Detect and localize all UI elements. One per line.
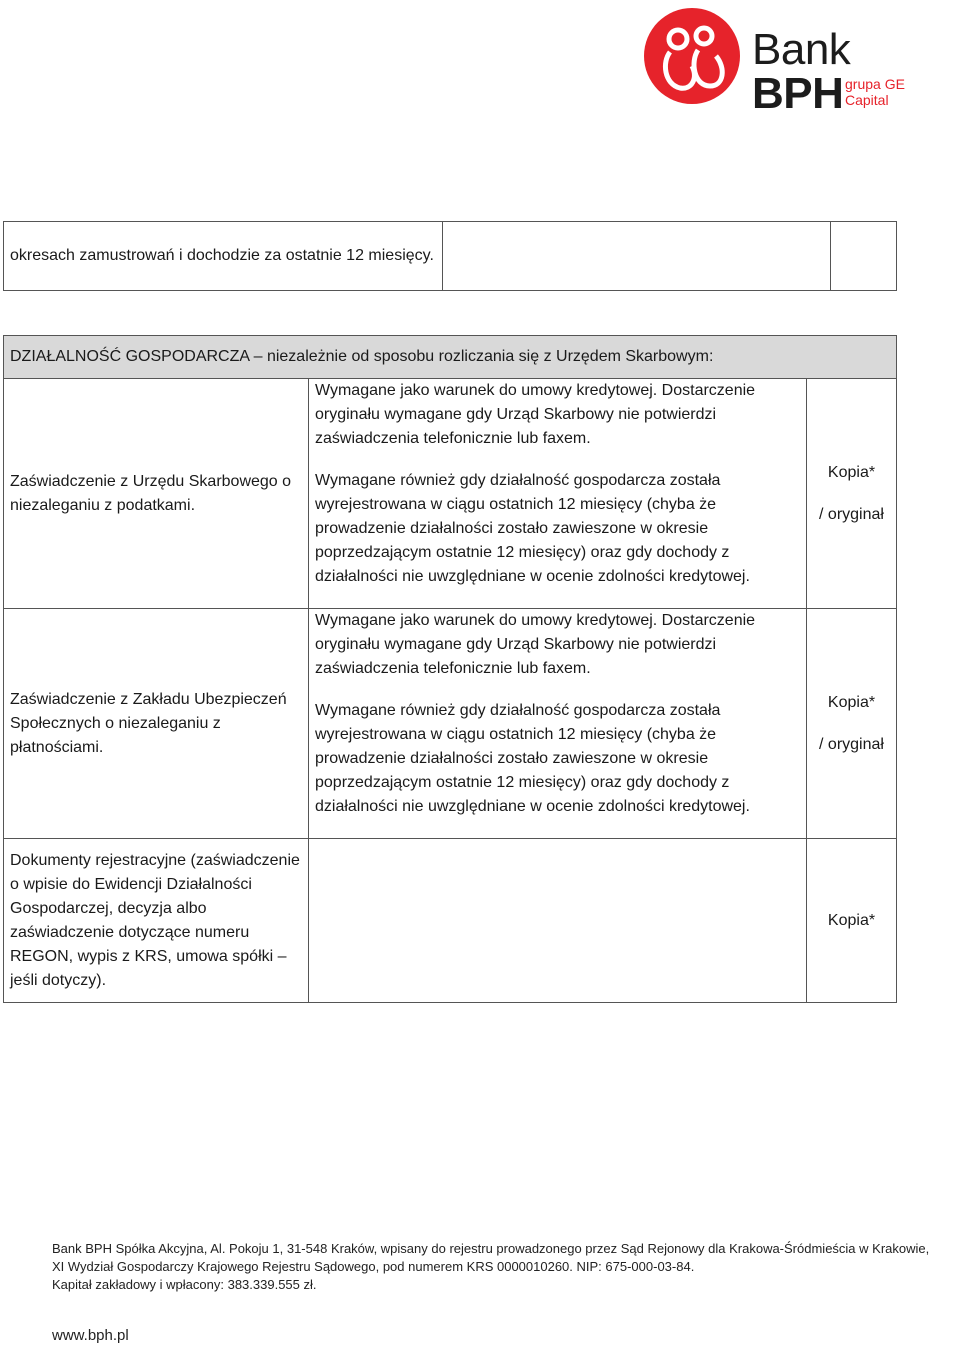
business-activity-table <box>3 335 897 1003</box>
table-row <box>4 609 897 839</box>
footer-line: Kapitał zakładowy i wpłacony: 383.339.555 zł. <box>52 1277 317 1292</box>
table-row <box>4 839 897 1003</box>
form-original: / oryginał <box>819 735 884 753</box>
document-cell: Zaświadczenie z Zakładu Ubezpieczeń Społecznych o niezaleganiu z płatnościami. <box>4 609 309 839</box>
footer-legal-info <box>52 1240 957 1294</box>
requirement-cell <box>309 609 807 839</box>
document-cell: Zaświadczenie z Urzędu Skarbowego o niezaleganiu z podatkami. <box>4 379 309 609</box>
website-link[interactable]: www.bph.pl <box>52 1327 129 1344</box>
continuation-table <box>3 221 897 291</box>
requirement-text: Wymagane jako warunek do umowy kredytowej. Dostarczenie oryginału wymagane gdy Urząd Skarbowy nie potwierdzi zaświadczenia telefonicznie lub faxem. <box>315 382 756 447</box>
logo-tagline: grupa GE Capital <box>845 76 905 108</box>
requirement-text: Wymagane również gdy działalność gospodarcza została wyrejestrowana w ciągu ostatnich 12 miesięcy (chyba że prowadzenie działalności zostało zawieszone w okresie poprzedzającym ostatnie 12 miesięcy) oraz gdy dochody z działalności nie uwzględniane w ocenie zdolności kredytowej. <box>315 702 750 815</box>
requirement-cell <box>309 839 807 1003</box>
table-row <box>4 379 897 609</box>
footer-line: Bank BPH Spółka Akcyjna, Al. Pokoju 1, 31-548 Kraków, wpisany do rejestru prowadzonego przez Sąd Rejonowy dla Krakowa-Śródmieścia w Krakowie, <box>52 1241 930 1256</box>
table-row <box>4 222 897 291</box>
requirement-text: Wymagane jako warunek do umowy kredytowej. Dostarczenie oryginału wymagane gdy Urząd Skarbowy nie potwierdzi zaświadczenia telefonicznie lub faxem. <box>315 612 756 677</box>
bph-emblem-icon <box>640 6 750 106</box>
form-original: / oryginał <box>819 505 884 523</box>
document-cell: Dokumenty rejestracyjne (zaświadczenie o wpisie do Ewidencji Działalności Gospodarczej, decyzja albo zaświadczenie dotyczące numeru REGON, wypis z KRS, umowa spółki – jeśli dotyczy). <box>4 839 309 1003</box>
requirement-cell <box>309 379 807 609</box>
form-cell <box>807 609 897 839</box>
form-copy: Kopia* <box>827 693 876 711</box>
form-cell <box>831 222 897 291</box>
footer-line: XI Wydział Gospodarczy Krajowego Rejestru Sądowego, pod numerem KRS 0000010260. NIP: 675-000-03-84. <box>52 1259 695 1274</box>
form-cell <box>807 379 897 609</box>
form-copy: Kopia* <box>827 463 876 481</box>
form-cell <box>807 839 897 1003</box>
bank-bph-logo <box>640 6 950 118</box>
requirement-cell <box>443 222 831 291</box>
requirement-text: Wymagane również gdy działalność gospodarcza została wyrejestrowana w ciągu ostatnich 12 miesięcy (chyba że prowadzenie działalności zostało zawieszone w okresie poprzedzającym ostatnie 12 miesięcy) oraz gdy dochody z działalności nie uwzględniane w ocenie zdolności kredytowej. <box>315 472 750 585</box>
form-copy: Kopia* <box>827 911 876 929</box>
document-cell: okresach zamustrowań i dochodzie za ostatnie 12 miesięcy. <box>4 222 443 291</box>
section-header-row <box>4 336 897 379</box>
section-header: DZIAŁALNOŚĆ GOSPODARCZA – niezależnie od sposobu rozliczania się z Urzędem Skarbowym: <box>4 336 897 379</box>
logo-wordmark: Bank BPH <box>752 25 851 118</box>
